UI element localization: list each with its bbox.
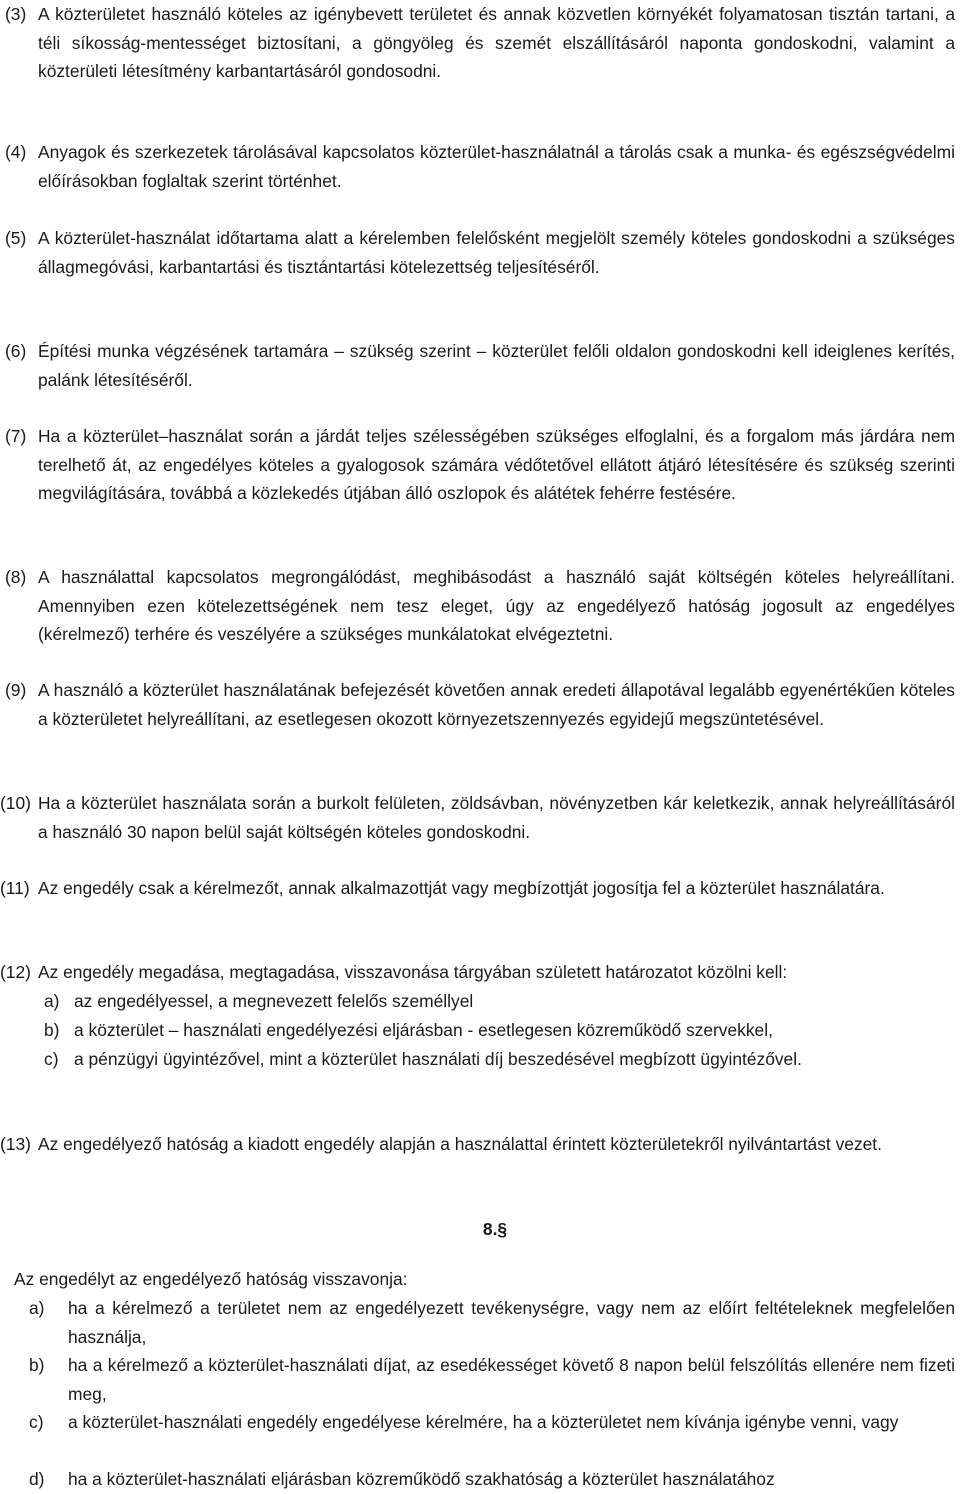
list-item: [44, 1045, 928, 1074]
paragraph-number: (4): [5, 142, 27, 162]
list-item: [44, 987, 934, 1016]
paragraph-text: A közterület-használat időtartama alatt a kérelemben felelősként megjelölt személy köteles gondoskodni a szükséges állagmegóvási, karbantartási és tisztántartási kötelezettség teljesítéséről.: [38, 228, 955, 277]
paragraph-text: Az engedélyező hatóság a kiadott engedély alapján a használattal érintett közterületekről nyilvántartást vezet.: [38, 1134, 882, 1154]
paragraph-13: [0, 1130, 955, 1159]
paragraph-number: (6): [5, 341, 27, 361]
section-heading: 8.§: [482, 1219, 508, 1239]
paragraph-3: [5, 0, 955, 86]
list-letter: c): [44, 1049, 59, 1069]
revocation-item-a: [29, 1294, 955, 1351]
paragraph-text: Az engedély csak a kérelmezőt, annak alkalmazottját vagy megbízottját jogosítja fel a közterület használatára.: [38, 878, 885, 898]
paragraph-6: [5, 337, 955, 394]
paragraph-12: [0, 958, 955, 987]
paragraph-number: (5): [5, 228, 27, 248]
revocation-item-c: [29, 1408, 955, 1437]
paragraph-number: (3): [5, 4, 27, 24]
paragraph-number: (13): [0, 1134, 31, 1154]
paragraph-number: (11): [0, 878, 30, 898]
paragraph-5: [5, 224, 955, 281]
list-letter: c): [29, 1412, 44, 1432]
list-letter: d): [29, 1469, 45, 1489]
paragraph-text: Építési munka végzésének tartamára – szükség szerint – közterület felőli oldalon gondoskodni kell ideiglenes kerítés, palánk létesítéséről.: [38, 341, 955, 390]
paragraph-10: [0, 789, 955, 846]
paragraph-number: (10): [0, 793, 31, 813]
paragraph-9: [5, 676, 955, 733]
paragraph-text: Ha a közterület–használat során a járdát teljes szélességében szükséges elfoglalni, és a forgalom más járdára nem terelhető át, az engedélyes köteles a gyalogosok számára védőtetővel ellátott átjáró létesítésére és szükség szerinti megvilágítására, továbbá a közlekedés útjában álló oszlopok és alátétek fehérre festésére.: [38, 426, 955, 503]
paragraph-number: (8): [5, 567, 27, 587]
section-intro: Az engedélyt az engedélyező hatóság visszavonja:: [14, 1269, 408, 1289]
list-letter: a): [44, 991, 60, 1011]
paragraph-text: A közterületet használó köteles az igénybevett területet és annak közvetlen környékét folyamatosan tisztán tartani, a téli síkosság-mentességet biztosítani, a göngyöleg és szemét elszállításáról naponta gondoskodni, valamint a közterületi létesítmény karbantartásáról gondosodni.: [38, 4, 955, 81]
paragraph-text: A használattal kapcsolatos megrongálódást, meghibásodást a használó saját költségén köteles helyreállítani. Amennyiben ezen kötelezettségének nem tesz eleget, úgy az engedélyező hatóság jogosult az engedélyes (kérelmező) terhére és veszélyére a szükséges munkálatokat elvégeztetni.: [38, 567, 955, 644]
list-text: ha a közterület-használati eljárásban közreműködő szakhatóság a közterület használatához: [68, 1469, 775, 1489]
paragraph-7: [5, 422, 955, 508]
paragraph-text: Az engedély megadása, megtagadása, visszavonása tárgyában született határozatot közölni kell:: [38, 962, 788, 982]
paragraph-number: (12): [0, 962, 31, 982]
paragraph-text: Ha a közterület használata során a burkolt felületen, zöldsávban, növényzetben kár keletkezik, annak helyreállításáról a használó 30 napon belül saját költségén köteles gondoskodni.: [38, 793, 955, 842]
revocation-item-b: [29, 1351, 955, 1408]
paragraph-4: [5, 138, 955, 195]
paragraph-11: [0, 874, 955, 903]
list-text: a közterület – használati engedélyezési eljárásban - esetlegesen közreműködő szervekkel,: [74, 1020, 773, 1040]
paragraph-text: A használó a közterület használatának befejezését követően annak eredeti állapotával legalább egyenértékűen köteles a közterületet helyreállítani, az esetlegesen okozott környezetszennyezés egyidejű megszüntetésével.: [38, 680, 955, 729]
list-letter: a): [29, 1298, 45, 1318]
paragraph-number: (7): [5, 426, 27, 446]
paragraph-number: (9): [5, 680, 27, 700]
revocation-item-d: [29, 1465, 955, 1491]
list-text: az engedélyessel, a megnevezett felelős személlyel: [74, 991, 474, 1011]
paragraph-text: Anyagok és szerkezetek tárolásával kapcsolatos közterület-használatnál a tárolás csak a munka- és egészségvédelmi előírásokban foglaltak szerint történhet.: [38, 142, 955, 191]
list-letter: b): [29, 1355, 45, 1375]
list-text: ha a kérelmező a területet nem az engedélyezett tevékenységre, vagy nem az előírt feltételeknek megfelelően használja,: [68, 1298, 955, 1347]
list-text: a közterület-használati engedély engedélyese kérelmére, ha a közterületet nem kívánja igénybe venni, vagy: [68, 1412, 899, 1432]
list-letter: b): [44, 1020, 60, 1040]
paragraph-8: [5, 563, 955, 649]
list-item: [44, 1016, 934, 1045]
list-text: ha a kérelmező a közterület-használati díjat, az esedékességet követő 8 napon belül felszólítás ellenére nem fizeti meg,: [68, 1355, 955, 1404]
list-text: a pénzügyi ügyintézővel, mint a közterület használati díj beszedésével megbízott ügyintézővel.: [74, 1049, 802, 1069]
